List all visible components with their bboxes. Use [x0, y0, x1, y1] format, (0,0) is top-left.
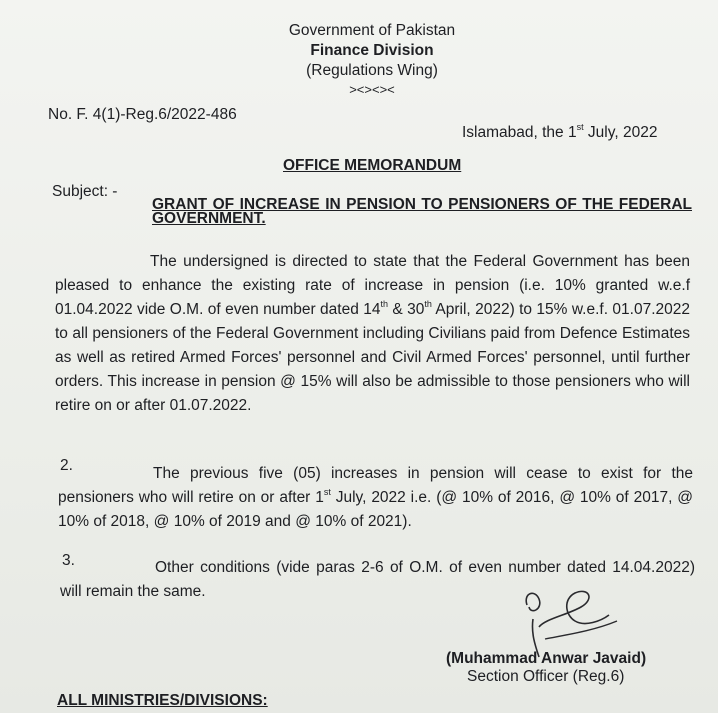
date-rest: July, 2022 — [583, 124, 658, 141]
para1-text-a: The undersigned is directed to state that the Federal Government has been pleased to enhance the existing rate of increase in pension (i.e. 10% granted w.e.f 01.04.2022 vide O.M. of even number dated 14 — [55, 253, 690, 318]
para2-sup: st — [323, 487, 331, 497]
para2-number: 2. — [60, 457, 73, 474]
para1-sup1: th — [380, 299, 388, 309]
date-prefix: Islamabad, the 1 — [462, 124, 577, 141]
paragraph-1 — [55, 250, 690, 418]
addressee: ALL MINISTRIES/DIVISIONS: — [57, 692, 268, 709]
subject-label: Subject: - — [52, 183, 118, 200]
header-government: Government of Pakistan — [288, 22, 456, 39]
memo-date — [462, 124, 657, 142]
para2-text-b: July, 2022 i.e. (@ 10% of 2016, @ 10% of 2017, @ 10% of 2018, @ 10% of 2019 and @ 10% of 2021). — [58, 489, 693, 530]
para1-text-c: April, 2022) to 15% w.e.f. 01.07.2022 to all pensioners of the Federal Government including Civilians paid from Defence Estimates as well as retired Armed Forces' personnel and Civil Armed Forces' personnel, until further orders. This increase in pension @ 15% will also be admissible to those pensioners who will retire on or after 01.07.2022. — [55, 301, 690, 414]
reference-number: No. F. 4(1)-Reg.6/2022-486 — [48, 106, 237, 123]
date-sup: st — [576, 122, 584, 132]
para3-text: Other conditions (vide paras 2-6 of O.M. of even number dated 14.04.2022) will remain the same. — [60, 559, 695, 600]
header-wing: (Regulations Wing) — [306, 62, 438, 79]
document-title: OFFICE MEMORANDUM — [283, 157, 462, 174]
header-division: Finance Division — [310, 42, 434, 59]
signatory-name: (Muhammad Anwar Javaid) — [446, 650, 647, 667]
paragraph-2 — [58, 462, 693, 534]
para2-text-a: The previous five (05) increases in pension will cease to exist for the pensioners who will retire on or after 1 — [58, 465, 693, 506]
para1-text-b: & 30 — [387, 301, 425, 318]
header-separator: ><><>< — [349, 82, 395, 97]
signatory-designation: Section Officer (Reg.6) — [467, 668, 625, 685]
para3-number: 3. — [62, 552, 75, 569]
para1-sup2: th — [424, 299, 432, 309]
subject-text: GRANT OF INCREASE IN PENSION TO PENSIONERS OF THE FEDERAL GOVERNMENT. — [152, 196, 692, 227]
